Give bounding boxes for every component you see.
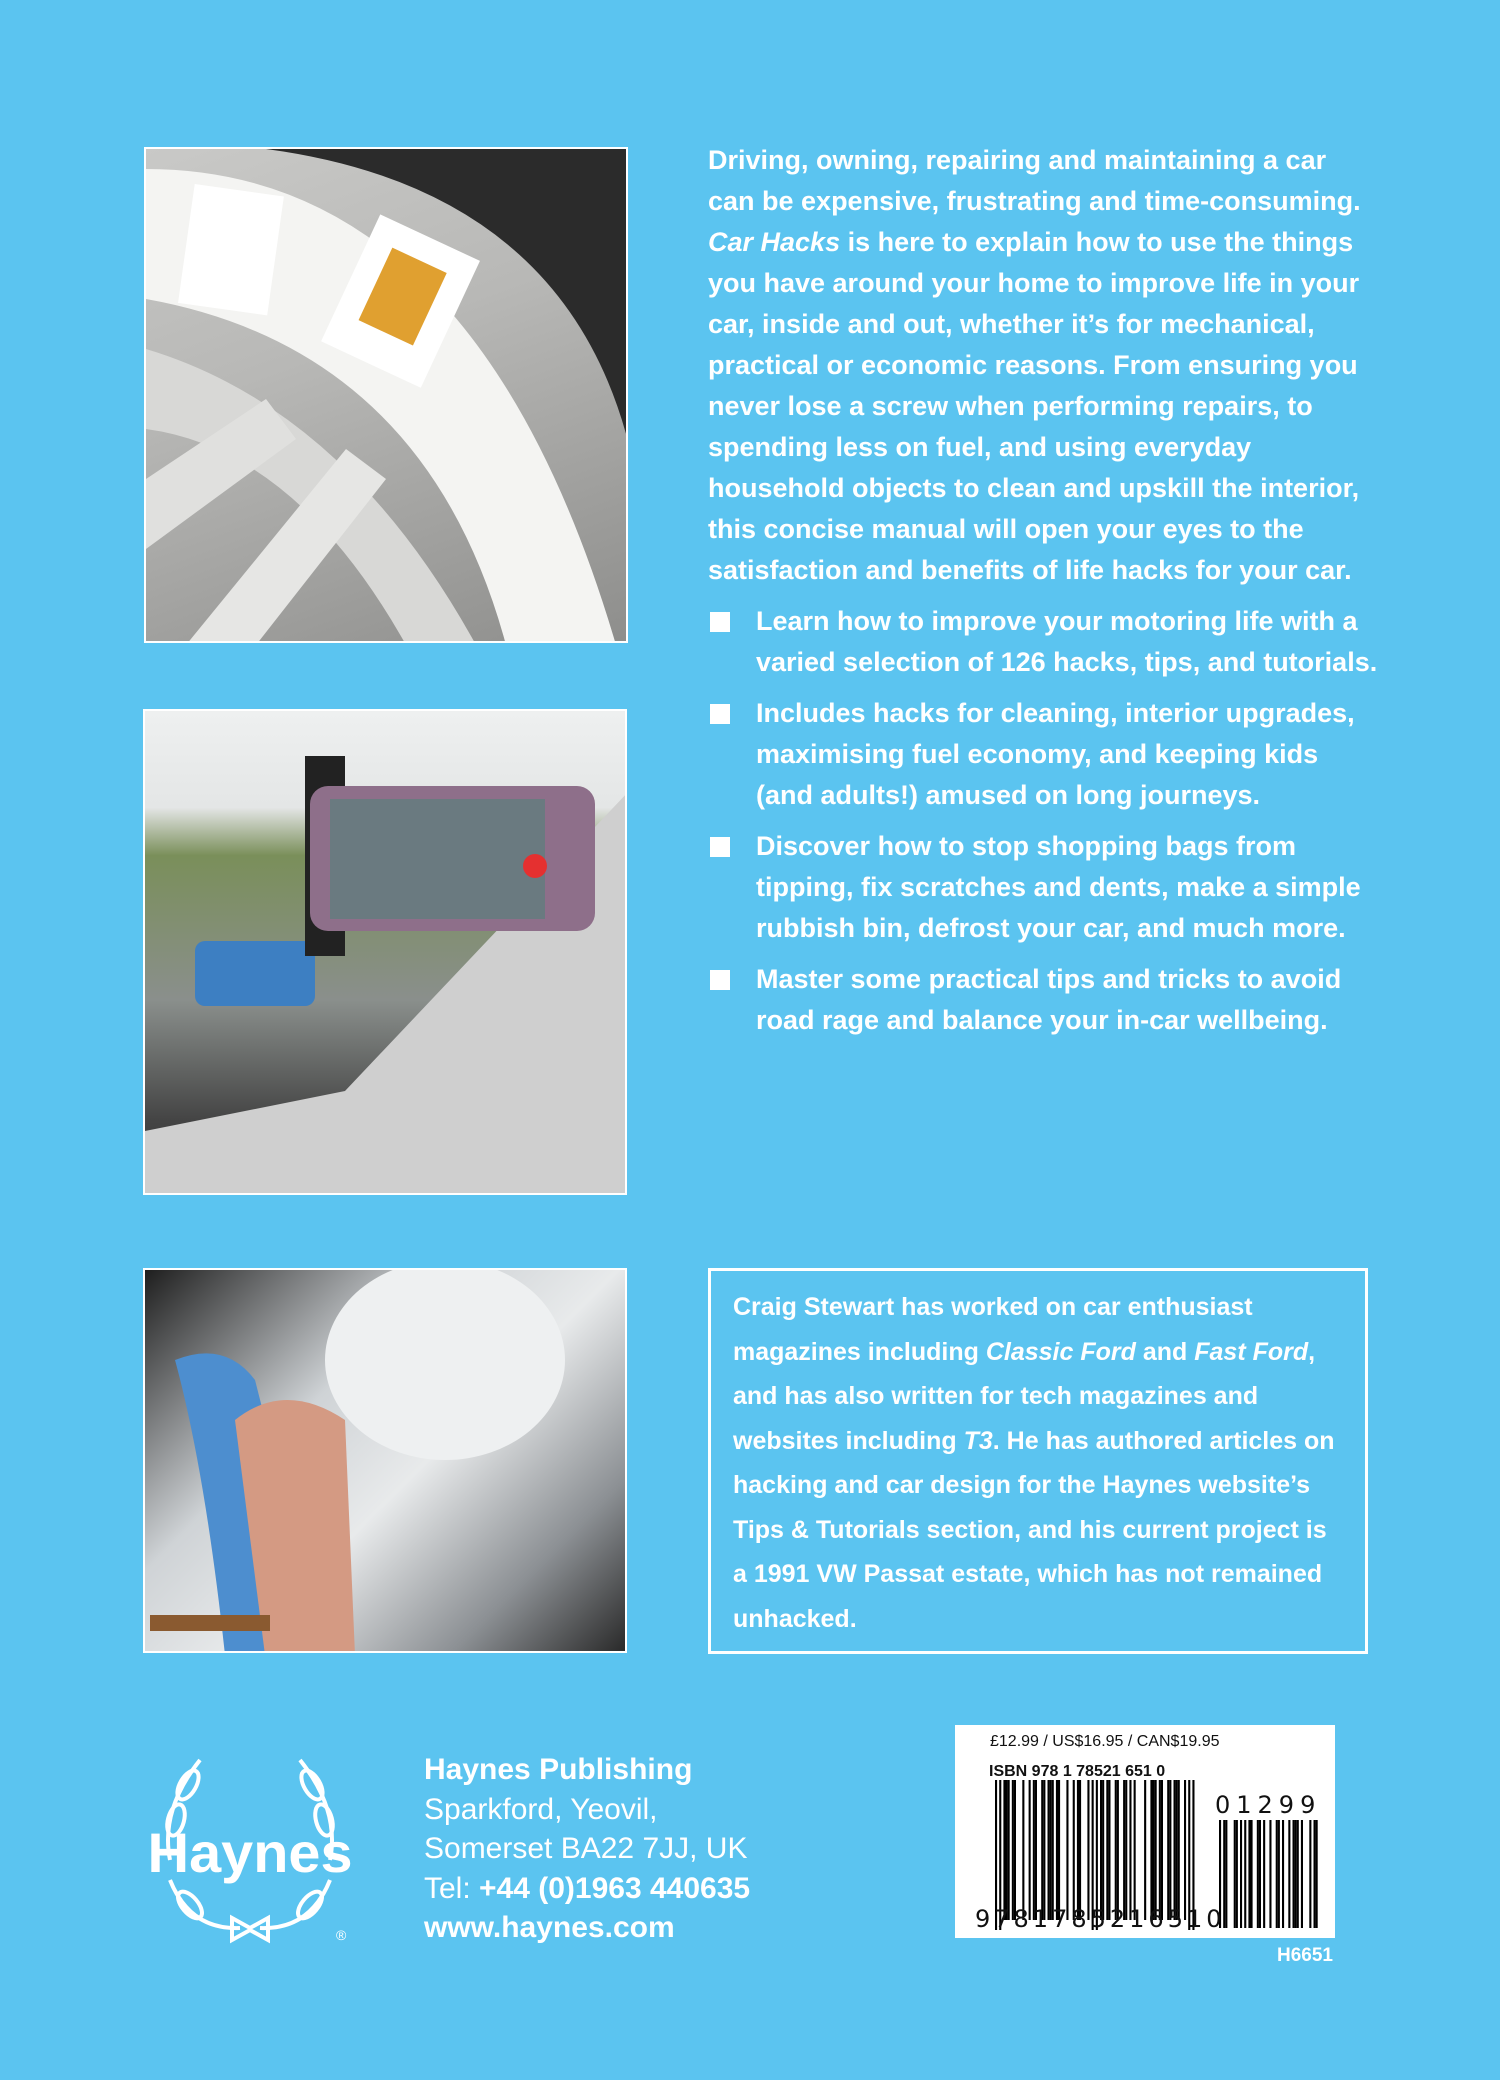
feature-text: Discover how to stop shopping bags from tipping, fix scratches and dents, make a simple rubbish bin, defrost your car, and much more.: [756, 831, 1361, 943]
barcode-bar: [1184, 1780, 1186, 1920]
bio-text: Craig Stewart has worked on car enthusiast magazines including: [733, 1293, 1253, 1366]
addon-bar: [1225, 1820, 1227, 1928]
barcode-bar: [1123, 1780, 1125, 1920]
barcode-bar: [1029, 1780, 1031, 1920]
addon-bar: [1297, 1820, 1299, 1928]
barcode-bar: [1159, 1780, 1161, 1920]
addon-bar: [1257, 1820, 1259, 1928]
barcode-bar: [1153, 1780, 1155, 1920]
feature-text: Learn how to improve your motoring life with a varied selection of 126 hacks, tips, and tutorials.: [756, 606, 1378, 677]
addon-bar: [1295, 1820, 1297, 1928]
bio-text: and: [1135, 1337, 1195, 1366]
svg-text:®: ®: [336, 1927, 347, 1943]
addon-bar: [1278, 1820, 1280, 1928]
barcode-bar: [1079, 1780, 1081, 1920]
barcode-bar: [1052, 1780, 1054, 1920]
barcode-bar: [1033, 1780, 1035, 1920]
bio-italic: Classic Ford: [985, 1337, 1136, 1366]
addon-bar: [1276, 1820, 1278, 1928]
wheel-with-playing-cards-photo: [144, 147, 628, 643]
photo-illustration: [145, 711, 627, 1195]
bullet-square-icon: [710, 704, 730, 724]
tel-number: +44 (0)1963 440635: [479, 1871, 751, 1905]
barcode-bar: [1144, 1780, 1146, 1920]
barcode-bar: [1167, 1780, 1169, 1920]
barcode-bar: [1129, 1780, 1131, 1920]
barcode-bar: [1058, 1780, 1060, 1920]
author-bio-box: [708, 1268, 1368, 1654]
barcode-bar: [1106, 1780, 1108, 1920]
ean-digits: 9781785216510: [975, 1905, 1226, 1933]
svg-text:Haynes: Haynes: [147, 1821, 353, 1884]
publisher-address-line: Somerset BA22 7JJ, UK: [424, 1832, 748, 1865]
bio-text: . He has authored articles on hacking and car design for the Haynes website’s Tips & Tutorials section, and his current project is a 1991 VW Passat estate, which has not remained unhacked.: [733, 1426, 1335, 1633]
barcode-bar: [1035, 1780, 1037, 1920]
publisher-info: [424, 1750, 750, 1948]
barcode-bar: [1050, 1780, 1052, 1920]
barcode-bar: [1102, 1780, 1104, 1920]
addon-bar: [1234, 1820, 1236, 1928]
photo-illustration: [146, 149, 628, 643]
blurb: [708, 140, 1380, 1051]
barcode-bar: [1008, 1780, 1010, 1920]
feature-text: Includes hacks for cleaning, interior upgrades, maximising fuel economy, and keeping kids (and adults!) amused on long journeys.: [756, 698, 1355, 810]
barcode-bar: [1150, 1780, 1152, 1920]
photo-illustration: [145, 1270, 627, 1653]
addon-bar: [1236, 1820, 1238, 1928]
feature-item: [708, 601, 1380, 683]
feature-item: [708, 693, 1380, 816]
addon-bar: [1282, 1820, 1284, 1928]
feature-item: [708, 826, 1380, 949]
phone-dashcam-on-windscreen-photo: [143, 709, 627, 1195]
barcode-bar: [1003, 1780, 1005, 1920]
intro-paragraph: [708, 140, 1380, 591]
book-title-italic: Car Hacks: [708, 227, 841, 257]
barcode-bar: [1117, 1780, 1119, 1920]
addon-bar: [1248, 1820, 1250, 1928]
addon-bar: [1309, 1820, 1311, 1928]
bullet-square-icon: [710, 970, 730, 990]
feature-item: [708, 959, 1380, 1041]
publisher-website: www.haynes.com: [424, 1911, 675, 1944]
barcode-bar: [1176, 1780, 1178, 1920]
addon-bar: [1316, 1820, 1318, 1928]
barcode-bar: [1169, 1780, 1171, 1920]
barcode-bar: [1178, 1780, 1180, 1920]
barcode-bar: [1012, 1780, 1014, 1920]
addon-bar: [1288, 1820, 1290, 1928]
bio-text: , and has also written for tech magazines and websites including: [733, 1337, 1316, 1455]
barcode-bar: [1087, 1780, 1089, 1920]
barcode-bar: [1134, 1780, 1136, 1920]
intro-text: Driving, owning, repairing and maintaining a car can be expensive, frustrating and time-consuming.: [708, 145, 1361, 216]
addon-bar: [1259, 1820, 1261, 1928]
product-code: H6651: [1277, 1945, 1333, 1966]
barcode-bar: [1155, 1780, 1157, 1920]
addon-bar: [1269, 1820, 1271, 1928]
bullet-square-icon: [710, 612, 730, 632]
barcode-panel: [955, 1725, 1335, 1938]
addon-bar: [1240, 1820, 1242, 1928]
barcode-bar: [1041, 1780, 1043, 1920]
barcode-bar: [1022, 1780, 1024, 1920]
barcode-bar: [1014, 1780, 1016, 1920]
barcode-bar: [1125, 1780, 1127, 1920]
publisher-phone: [424, 1869, 750, 1909]
barcode-bar: [1077, 1780, 1079, 1920]
publisher-address-line: Sparkford, Yeovil,: [424, 1792, 658, 1826]
isbn-text: ISBN 978 1 78521 651 0: [989, 1763, 1166, 1780]
tel-label: Tel:: [424, 1871, 480, 1905]
addon-bar: [1301, 1820, 1303, 1928]
intro-text-cont: is here to explain how to use the things you have around your home to improve life in your car, inside and out, whether it’s for mechanical, practical or economic reasons. From ensuring you never lose a screw when performing repairs, to spending less on fuel, and using everyday household objects to clean and upskill the interior, this concise manual will open your eyes to the satisfaction and benefits of life hacks for your car.: [708, 227, 1360, 585]
feature-list: [708, 601, 1380, 1041]
polishing-headlight-photo: [143, 1268, 627, 1653]
addon-bar: [1263, 1820, 1265, 1928]
barcode-bar: [1066, 1780, 1068, 1920]
barcode-bar: [1174, 1780, 1176, 1920]
barcode-bar: [1073, 1780, 1075, 1920]
publisher-name: Haynes Publishing: [424, 1753, 693, 1786]
addon-bar: [1314, 1820, 1316, 1928]
barcode-bar: [1100, 1780, 1102, 1920]
haynes-logo: [140, 1750, 360, 1950]
barcode-bar: [1108, 1780, 1110, 1920]
barcode-bar: [1048, 1780, 1050, 1920]
addon-digits: 01299: [1215, 1791, 1322, 1819]
barcode-bar: [1006, 1780, 1008, 1920]
bio-italic: T3: [963, 1426, 993, 1455]
price-text: £12.99 / US$16.95 / CAN$19.95: [990, 1733, 1220, 1750]
barcode-bar: [1115, 1780, 1117, 1920]
barcode-bar: [1161, 1780, 1163, 1920]
bullet-square-icon: [710, 837, 730, 857]
feature-text: Master some practical tips and tricks to avoid road rage and balance your in-car wellbeing.: [756, 964, 1342, 1035]
barcode-bar: [1043, 1780, 1045, 1920]
barcode-bar: [1056, 1780, 1058, 1920]
bio-italic: Fast Ford: [1194, 1337, 1309, 1366]
addon-bar: [1244, 1820, 1246, 1928]
addon-bar: [1251, 1820, 1253, 1928]
addon-bar: [1293, 1820, 1295, 1928]
